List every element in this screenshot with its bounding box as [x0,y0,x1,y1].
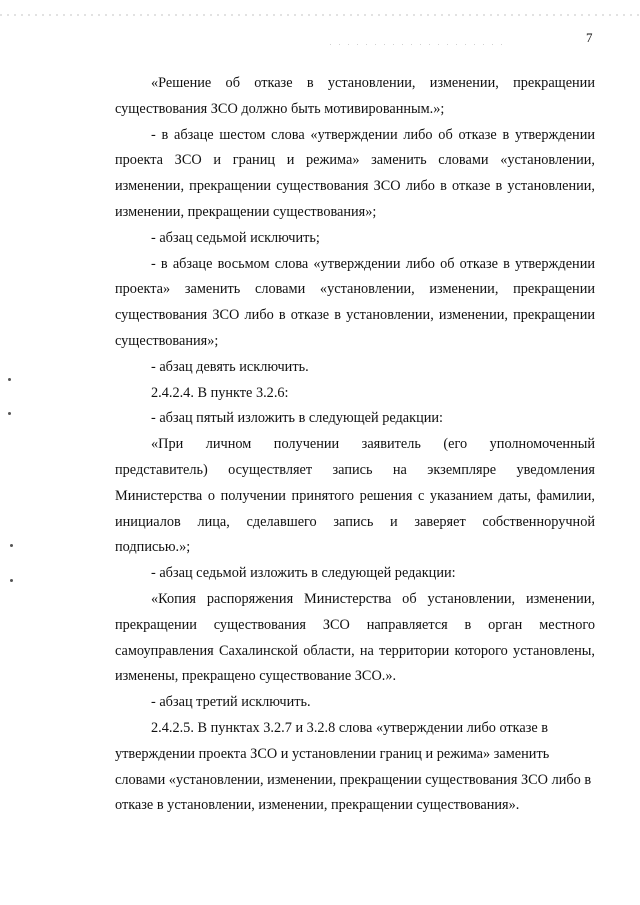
margin-mark [8,412,11,415]
paragraph: «Копия распоряжения Министерства об установлении, изменении, прекращении существования ЗСО направляется в орган местного самоуправления Сахалинской области, на территории которого установлены, изменены, прекращено существование ЗСО.». [115,590,595,685]
paragraph: - абзац третий исключить. [151,694,311,711]
paragraph: - абзац седьмой исключить; [151,229,320,246]
margin-mark [8,378,11,381]
paragraph: 2.4.2.5. В пунктах 3.2.7 и 3.2.8 слова «утверждении либо отказе в утверждении проекта ЗСО и установлении границ и режима» заменить словами «установлении, изменении, прекращении существования ЗСО либо в отказе в установлении, изменении, прекращении существования». [115,719,592,814]
page-number: 7 [586,30,593,45]
paragraph: 2.4.2.4. В пункте 3.2.6: [151,384,289,401]
document-body [115,71,595,819]
paragraph: - абзац седьмой изложить в следующей редакции: [151,565,456,582]
paragraph: «При личном получении заявитель (его уполномоченный представитель) осуществляет запись на экземпляре уведомления Министерства о получении принятого решения с указанием даты, фамилии, инициалов лица, сделавшего запись и заверяет собственноручной подписью.»; [115,436,595,556]
paragraph: - в абзаце шестом слова «утверждении либо об отказе в утверждении проекта ЗСО и границ и режима» заменить словами «установлении, изменении, прекращении существования ЗСО либо в отказе в установлении, изменении, прекращении существования»; [115,126,595,220]
margin-mark [10,544,13,547]
scan-artifact-header [330,44,510,45]
paragraph: - абзац девять исключить. [151,358,309,375]
scan-artifact-top [0,14,640,16]
paragraph: «Решение об отказе в установлении, изменении, прекращении существования ЗСО должно быть мотивированным.»; [115,75,595,117]
paragraph: - абзац пятый изложить в следующей редакции: [151,410,444,427]
margin-mark [10,579,13,582]
paragraph: - в абзаце восьмом слова «утверждении либо об отказе в утверждении проекта» заменить словами «установлении, изменении, прекращении существования ЗСО либо в отказе в установлении, изменении, прекращении существования»; [115,255,595,349]
